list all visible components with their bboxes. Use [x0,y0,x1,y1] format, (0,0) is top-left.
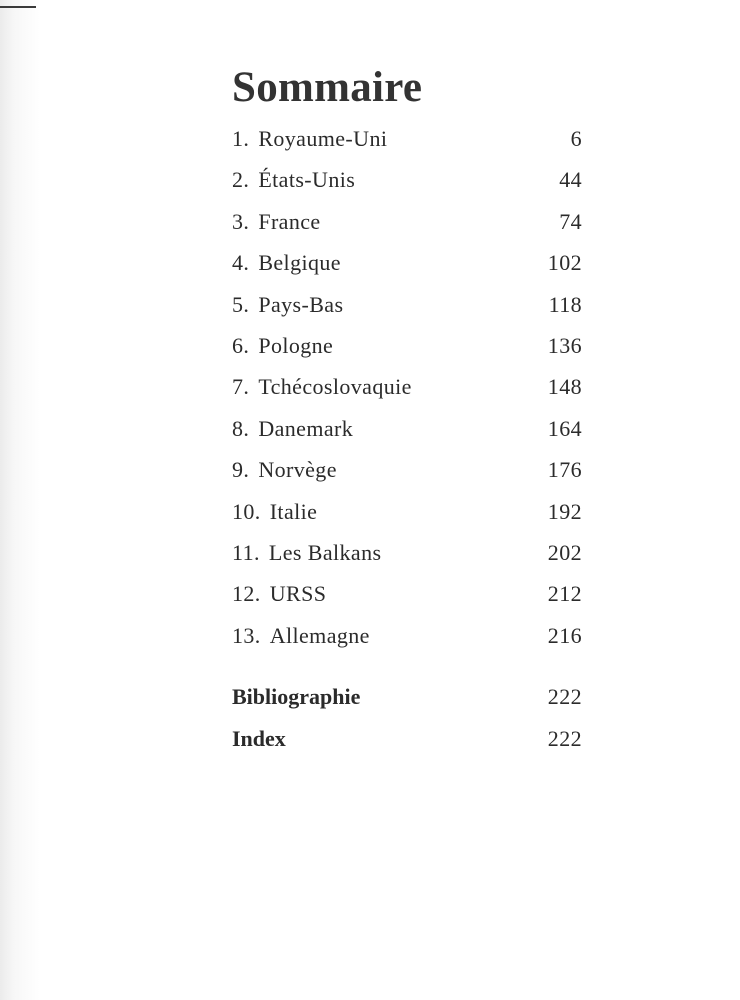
page-number: 74 [559,208,582,234]
toc-entry [232,532,582,573]
entry-text [232,491,317,532]
page-number: 102 [547,250,582,276]
chapter-number: 10. [232,498,261,524]
entry-text [232,159,355,200]
chapter-number: 8. [232,415,250,441]
toc-entry [232,242,582,283]
toc-entry [232,615,582,656]
page-number: 212 [547,581,582,607]
toc-entry [232,491,582,532]
page-number: 6 [570,126,582,151]
page-number: 192 [547,498,582,524]
toc-entry-bibliography [232,676,582,718]
chapter-title: Pologne [258,332,334,358]
entry-text [232,449,337,490]
chapter-number: 13. [232,622,261,648]
entry-text [232,366,412,407]
page-number: 118 [548,291,582,317]
entry-text [232,201,321,242]
chapter-title: États-Unis [258,167,356,193]
toc-entry [232,366,582,407]
chapter-number: 11. [232,539,260,565]
entry-text [232,615,370,656]
entry-text [232,573,326,614]
chapter-title: Les Balkans [268,539,382,565]
entry-text [232,408,353,449]
chapter-number: 6. [232,332,250,358]
page-number: 222 [547,726,582,752]
toc-entry [232,325,582,366]
chapter-title: Italie [269,498,318,524]
page-number: 136 [547,332,582,358]
chapter-number: 2. [232,167,250,193]
chapter-number: 4. [232,250,250,276]
chapter-number: 5. [232,291,250,317]
toc-entry [232,573,582,614]
toc-entry-index [232,718,582,760]
toc-entry [232,408,582,449]
chapter-title: France [258,208,321,234]
page-number: 202 [547,539,582,565]
page-edge-mark [0,6,36,8]
chapter-title: Tchécoslovaquie [258,374,412,400]
chapter-number: 3. [232,208,250,234]
chapter-number: 7. [232,374,250,400]
entry-text [232,325,333,366]
chapter-title: Allemagne [269,622,370,648]
page-number: 164 [547,415,582,441]
entry-title: Bibliographie [232,684,361,710]
toc-entry [232,284,582,325]
chapter-title: Danemark [258,415,354,441]
back-matter-list [232,676,582,760]
chapter-title: URSS [269,581,327,607]
page-number: 148 [547,374,582,400]
entry-text [232,242,341,283]
chapter-title: Royaume-Uni [258,126,388,151]
toc-entry [232,201,582,242]
chapter-list [232,118,582,656]
chapter-number: 12. [232,581,261,607]
entry-title: Index [232,726,286,752]
entry-text [232,532,381,573]
page-number: 176 [547,457,582,483]
chapter-number: 9. [232,457,250,483]
page-title: Sommaire [232,64,423,111]
page-number: 44 [559,167,582,193]
entry-text [232,118,387,159]
toc-entry [232,118,582,159]
chapter-title: Norvège [258,457,337,483]
chapter-number: 1. [232,126,250,151]
chapter-title: Pays-Bas [258,291,344,317]
page-number: 216 [547,622,582,648]
entry-text [232,284,343,325]
table-of-contents [232,62,582,760]
toc-entry [232,449,582,490]
chapter-title: Belgique [258,250,341,276]
page-number: 222 [547,684,582,710]
toc-entry [232,159,582,200]
